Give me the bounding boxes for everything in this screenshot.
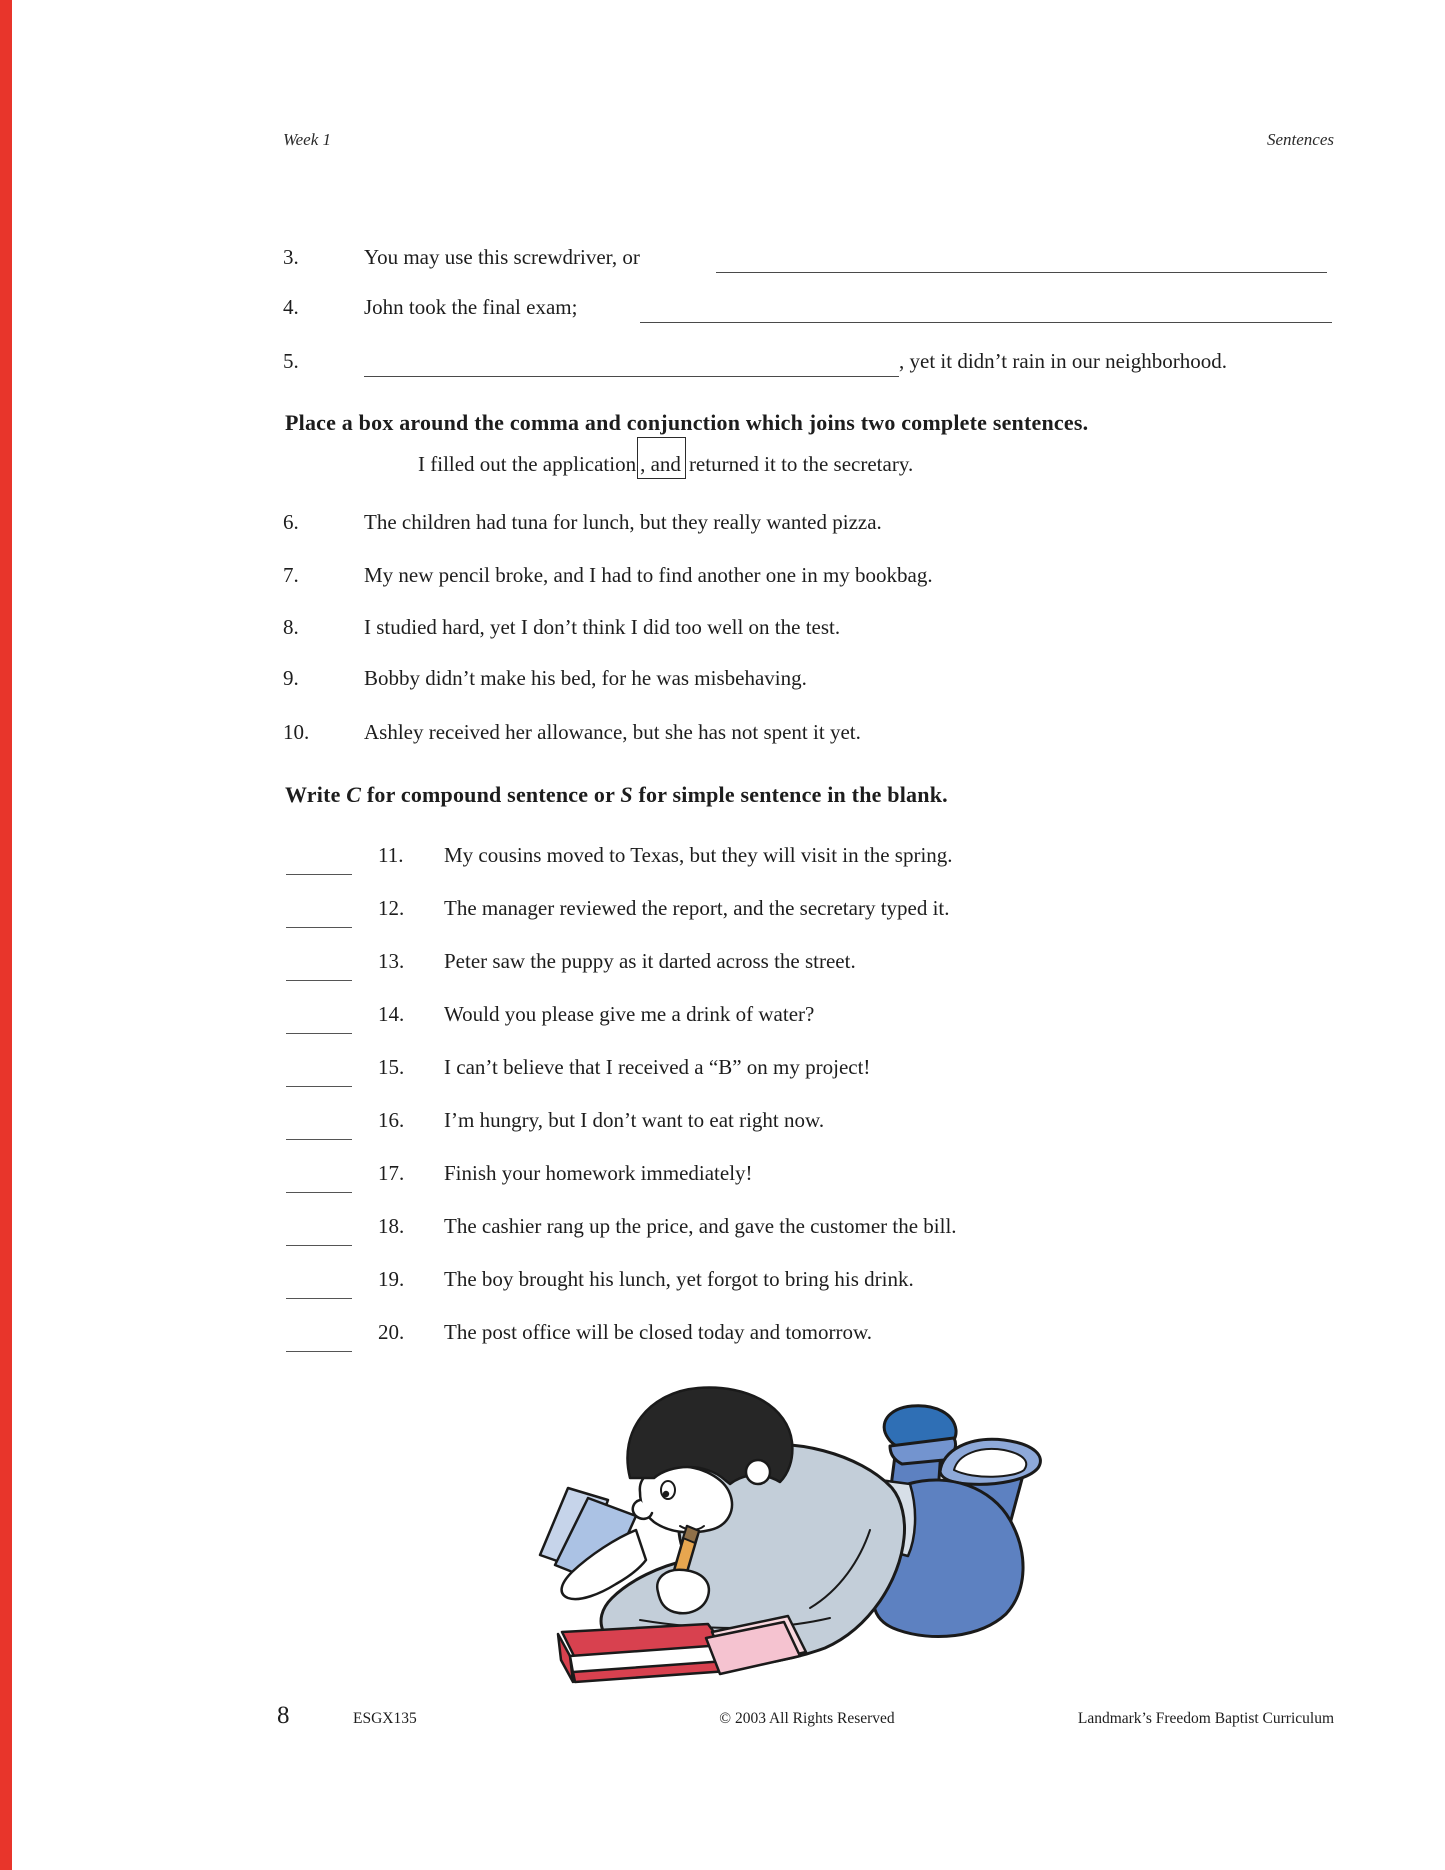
left-accent-stripe — [0, 0, 12, 1870]
item-text: My cousins moved to Texas, but they will visit in the spring. — [444, 843, 953, 867]
item-text-post: , yet it didn’t rain in our neighborhood. — [899, 349, 1227, 373]
instruction-c: C — [346, 782, 362, 807]
item-number: 18. — [378, 1214, 405, 1238]
example-pre: I filled out the application — [418, 452, 637, 476]
item-number: 9. — [283, 666, 299, 690]
answer-blank-line — [286, 1139, 352, 1140]
item-number: 14. — [378, 1002, 405, 1026]
item-text: Peter saw the puppy as it darted across the street. — [444, 949, 856, 973]
item-number: 3. — [283, 245, 299, 269]
instruction-box-around: Place a box around the comma and conjunction which joins two complete sentences. — [285, 410, 1089, 435]
answer-blank-line — [286, 1245, 352, 1246]
answer-blank-line — [286, 1192, 352, 1193]
item-number: 15. — [378, 1055, 405, 1079]
footer-copyright: © 2003 All Rights Reserved — [719, 1710, 895, 1727]
item-text: The children had tuna for lunch, but they really wanted pizza. — [364, 510, 882, 534]
page-number: 8 — [277, 1702, 290, 1729]
footer-publisher: Landmark’s Freedom Baptist Curriculum — [1077, 1710, 1334, 1727]
boxed-comma-and: , and — [637, 437, 686, 479]
pupil — [663, 1491, 669, 1497]
answer-blank-line — [286, 1351, 352, 1352]
item-number: 4. — [283, 295, 299, 319]
item-text: The boy brought his lunch, yet forgot to bring his drink. — [444, 1267, 914, 1291]
item-text: Finish your homework immediately! — [444, 1161, 753, 1185]
item-number: 16. — [378, 1108, 405, 1132]
item-number: 19. — [378, 1267, 405, 1291]
answer-blank-line — [286, 1086, 352, 1087]
item-number: 13. — [378, 949, 405, 973]
item-number: 17. — [378, 1161, 405, 1185]
fill-blank-line — [364, 376, 899, 377]
item-text: I studied hard, yet I don’t think I did too well on the test. — [364, 615, 841, 639]
item-number: 8. — [283, 615, 299, 639]
item-number: 5. — [283, 349, 299, 373]
item-text: Would you please give me a drink of water? — [444, 1002, 815, 1026]
footer-code: ESGX135 — [353, 1710, 417, 1727]
instruction-part: for compound sentence or — [361, 782, 621, 807]
right-hand — [657, 1570, 709, 1613]
header-subject: Sentences — [1266, 130, 1334, 149]
item-text-pre: John took the final exam; — [364, 295, 578, 319]
item-number: 20. — [378, 1320, 405, 1344]
header-week: Week 1 — [283, 130, 331, 149]
example-post: returned it to the secretary. — [688, 452, 914, 476]
item-text-pre: You may use this screwdriver, or — [364, 245, 640, 269]
instruction-part: Write — [285, 782, 347, 807]
item-text: The post office will be closed today and tomorrow. — [444, 1320, 873, 1344]
item-text: The manager reviewed the report, and the secretary typed it. — [444, 896, 950, 920]
fill-blank-line — [716, 272, 1327, 273]
item-text: I can’t believe that I received a “B” on my project! — [444, 1055, 871, 1079]
answer-blank-line — [286, 980, 352, 981]
item-text: I’m hungry, but I don’t want to eat right now. — [444, 1108, 825, 1132]
answer-blank-line — [286, 1298, 352, 1299]
answer-blank-line — [286, 1033, 352, 1034]
item-number: 7. — [283, 563, 299, 587]
item-text: The cashier rang up the price, and gave the customer the bill. — [444, 1214, 957, 1238]
item-number: 11. — [378, 843, 404, 867]
answer-blank-line — [286, 874, 352, 875]
example-sentence — [418, 452, 913, 477]
item-text: My new pencil broke, and I had to find another one in my bookbag. — [364, 563, 933, 587]
item-number: 6. — [283, 510, 299, 534]
instruction-s: S — [620, 782, 633, 807]
boy-reading-illustration — [440, 1380, 1050, 1710]
item-number: 12. — [378, 896, 405, 920]
instruction-part: for simple sentence in the blank. — [632, 782, 948, 807]
item-number: 10. — [283, 720, 310, 744]
ear — [746, 1460, 770, 1484]
fill-blank-line — [640, 322, 1332, 323]
instruction-write-cs — [285, 782, 948, 808]
item-text: Ashley received her allowance, but she has not spent it yet. — [364, 720, 861, 744]
item-text: Bobby didn’t make his bed, for he was misbehaving. — [364, 666, 807, 690]
answer-blank-line — [286, 927, 352, 928]
